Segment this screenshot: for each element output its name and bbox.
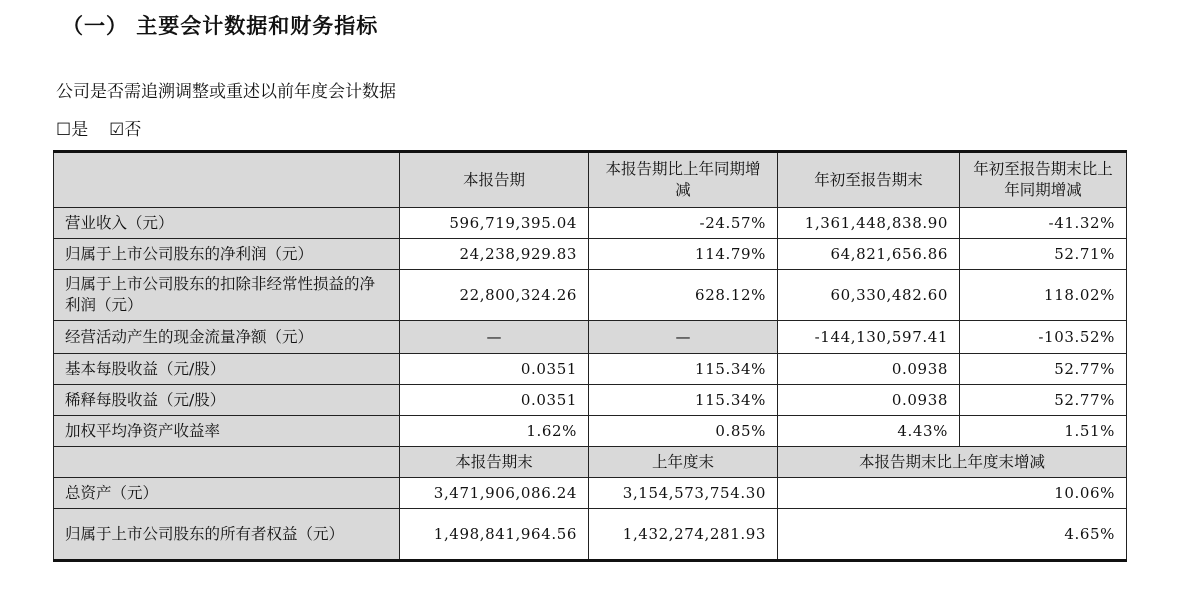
cell-value: 52.77% [960, 354, 1127, 385]
cell-value: -41.32% [960, 208, 1127, 239]
row-label: 归属于上市公司股东的净利润（元） [54, 239, 400, 270]
table-row [54, 416, 1127, 447]
choice-no-label: 否 [124, 120, 142, 140]
section-title: （一） 主要会计数据和财务指标 [62, 14, 379, 38]
table-row [54, 354, 1127, 385]
row-label: 总资产（元） [54, 478, 400, 509]
cell-value: 4.65% [778, 509, 1127, 561]
cell-value: -144,130,597.41 [778, 321, 960, 354]
header-prior-year-end: 上年度末 [589, 447, 778, 478]
cell-value: 52.77% [960, 385, 1127, 416]
cell-value: 115.34% [589, 385, 778, 416]
cell-value: 1.62% [400, 416, 589, 447]
cell-value: — [589, 321, 778, 354]
cell-value: 628.12% [589, 270, 778, 321]
row-label: 加权平均净资产收益率 [54, 416, 400, 447]
header-current-period-change: 本报告期比上年同期增减 [589, 152, 778, 208]
cell-value: 0.0938 [778, 354, 960, 385]
cell-value: -103.52% [960, 321, 1127, 354]
row-label: 营业收入（元） [54, 208, 400, 239]
cell-value: 0.0351 [400, 385, 589, 416]
cell-value: 118.02% [960, 270, 1127, 321]
cell-value: 114.79% [589, 239, 778, 270]
cell-value: 22,800,324.26 [400, 270, 589, 321]
table-row [54, 270, 1127, 321]
cell-value: 1,432,274,281.93 [589, 509, 778, 561]
cell-value: 52.71% [960, 239, 1127, 270]
table-row [54, 239, 1127, 270]
cell-value: 60,330,482.60 [778, 270, 960, 321]
table-row [54, 321, 1127, 354]
header-current-period: 本报告期 [400, 152, 589, 208]
cell-value: 0.0351 [400, 354, 589, 385]
row-label: 经营活动产生的现金流量净额（元） [54, 321, 400, 354]
cell-value: 596,719,395.04 [400, 208, 589, 239]
table-row [54, 208, 1127, 239]
header-period-end-change: 本报告期末比上年度末增减 [778, 447, 1127, 478]
choice-yes-checkbox[interactable]: ☐ [56, 120, 72, 140]
subheader-blank-cell [54, 447, 400, 478]
cell-value: 3,154,573,754.30 [589, 478, 778, 509]
cell-value: 4.43% [778, 416, 960, 447]
header-ytd: 年初至报告期末 [778, 152, 960, 208]
cell-value: 10.06% [778, 478, 1127, 509]
cell-value: 64,821,656.86 [778, 239, 960, 270]
cell-value: 24,238,929.83 [400, 239, 589, 270]
cell-value: — [400, 321, 589, 354]
row-label: 归属于上市公司股东的扣除非经常性损益的净利润（元） [54, 270, 400, 321]
cell-value: 1,498,841,964.56 [400, 509, 589, 561]
table-row [54, 509, 1127, 561]
row-label: 归属于上市公司股东的所有者权益（元） [54, 509, 400, 561]
cell-value: -24.57% [589, 208, 778, 239]
table-row [54, 385, 1127, 416]
table-header-row [54, 152, 1127, 208]
restatement-question: 公司是否需追溯调整或重述以前年度会计数据 [56, 82, 396, 102]
table-row [54, 478, 1127, 509]
header-period-end: 本报告期末 [400, 447, 589, 478]
financial-data-table [53, 150, 1127, 562]
cell-value: 115.34% [589, 354, 778, 385]
cell-value: 1,361,448,838.90 [778, 208, 960, 239]
restatement-choices [56, 115, 141, 140]
cell-value: 1.51% [960, 416, 1127, 447]
row-label: 稀释每股收益（元/股） [54, 385, 400, 416]
cell-value: 3,471,906,086.24 [400, 478, 589, 509]
choice-yes-label: 是 [71, 120, 89, 140]
header-ytd-change: 年初至报告期末比上年同期增减 [960, 152, 1127, 208]
choice-no-checkbox[interactable]: ☑ [109, 120, 125, 140]
cell-value: 0.0938 [778, 385, 960, 416]
table-subheader-row [54, 447, 1127, 478]
header-blank-cell [54, 152, 400, 208]
cell-value: 0.85% [589, 416, 778, 447]
row-label: 基本每股收益（元/股） [54, 354, 400, 385]
